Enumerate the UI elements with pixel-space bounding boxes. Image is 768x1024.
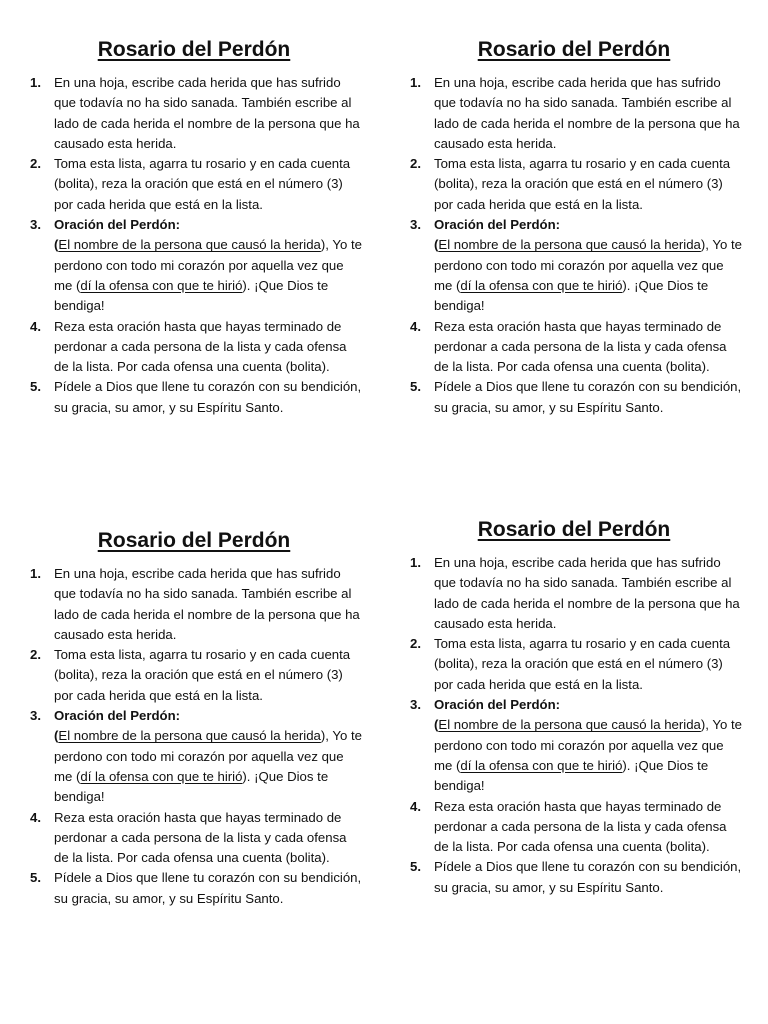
step-text: Toma esta lista, agarra tu rosario y en cada cuenta (bolita), reza la oración que está en el número (3) por cada herida que está en la lista.: [54, 647, 351, 703]
step-number: 4.: [410, 318, 421, 334]
step-number: 3.: [30, 708, 41, 724]
step-text: Reza esta oración hasta que hayas terminado de perdonar a cada persona de la lista y cada ofensa de la lista. Por cada ofensa una cuenta (bolita).: [434, 798, 727, 855]
rosary-card-bottom-right: [404, 517, 744, 898]
step-number: 4.: [30, 809, 41, 825]
step-text: Pídele a Dios que llene tu corazón con su bendición, su gracia, su amor, y su Espíritu Santo.: [54, 379, 362, 415]
step-number: 1.: [30, 75, 41, 90]
step-number: 5.: [410, 379, 421, 395]
step-text: En una hoja, escribe cada herida que has sufrido que todavía no ha sido sanada. También escribe al lado de cada herida el nombre de la persona que ha causado esta herida.: [54, 75, 360, 151]
step-5: [24, 868, 364, 909]
step-text: Pídele a Dios que llene tu corazón con su bendición, su gracia, su amor, y su Espíritu Santo.: [54, 870, 362, 906]
step-number: 2.: [410, 156, 421, 172]
step-number: 3.: [30, 217, 41, 233]
step-text: Toma esta lista, agarra tu rosario y en cada cuenta (bolita), reza la oración que está en el número (3) por cada herida que está en la lista.: [434, 156, 731, 212]
step-number: 1.: [30, 566, 41, 581]
step-number: 5.: [410, 859, 421, 875]
step-number: 2.: [30, 647, 41, 663]
prayer-heading: Oración del Perdón:: [434, 697, 561, 713]
offense-placeholder: dí la ofensa con que te hirió: [80, 768, 243, 784]
step-4: [24, 808, 364, 869]
step-3-prayer: [404, 695, 744, 796]
step-2: [24, 645, 364, 706]
prayer-text: ), Yo te perdono con todo mi corazón por aquella vez que me (: [54, 728, 362, 784]
step-text: Reza esta oración hasta que hayas terminado de perdonar a cada persona de la lista y cada ofensa de la lista. Por cada ofensa una cuenta (bolita).: [54, 318, 347, 375]
step-1: [24, 564, 364, 645]
person-placeholder: El nombre de la persona que causó la herida: [438, 717, 701, 733]
open-paren: (: [54, 728, 59, 744]
step-3-prayer: [24, 215, 364, 316]
open-paren: (: [434, 237, 439, 253]
step-number: 5.: [30, 379, 41, 395]
step-number: 3.: [410, 697, 421, 713]
offense-placeholder: dí la ofensa con que te hirió: [460, 757, 623, 773]
prayer-text: ), Yo te perdono con todo mi corazón por aquella vez que me (: [54, 237, 362, 293]
step-text: Toma esta lista, agarra tu rosario y en cada cuenta (bolita), reza la oración que está en el número (3) por cada herida que está en la lista.: [54, 156, 351, 212]
step-text: Pídele a Dios que llene tu corazón con su bendición, su gracia, su amor, y su Espíritu Santo.: [434, 379, 742, 415]
step-text: Pídele a Dios que llene tu corazón con su bendición, su gracia, su amor, y su Espíritu Santo.: [434, 859, 742, 895]
step-number: 4.: [410, 798, 421, 814]
steps-list: [24, 564, 364, 909]
person-placeholder: El nombre de la persona que causó la herida: [58, 728, 321, 744]
step-number: 3.: [410, 217, 421, 233]
step-5: [404, 377, 744, 418]
offense-placeholder: dí la ofensa con que te hirió: [80, 277, 243, 293]
step-number: 1.: [410, 555, 421, 570]
step-text: Reza esta oración hasta que hayas terminado de perdonar a cada persona de la lista y cada ofensa de la lista. Por cada ofensa una cuenta (bolita).: [434, 318, 727, 375]
step-number: 5.: [30, 870, 41, 886]
step-number: 2.: [30, 156, 41, 172]
open-paren: (: [434, 717, 439, 733]
step-3-prayer: [24, 706, 364, 807]
step-number: 4.: [30, 318, 41, 334]
prayer-blessing: ). ¡Que Dios te bendiga!: [54, 277, 329, 314]
prayer-blessing: ). ¡Que Dios te bendiga!: [54, 768, 329, 805]
step-1: [404, 553, 744, 634]
step-text: En una hoja, escribe cada herida que has sufrido que todavía no ha sido sanada. También escribe al lado de cada herida el nombre de la persona que ha causado esta herida.: [434, 75, 740, 151]
card-title: Rosario del Perdón: [97, 529, 291, 552]
step-2: [404, 634, 744, 695]
card-title: Rosario del Perdón: [477, 38, 671, 61]
prayer-text: ), Yo te perdono con todo mi corazón por aquella vez que me (: [434, 237, 742, 293]
step-text: En una hoja, escribe cada herida que has sufrido que todavía no ha sido sanada. También escribe al lado de cada herida el nombre de la persona que ha causado esta herida.: [54, 566, 360, 642]
steps-list: [404, 73, 744, 418]
step-number: 1.: [410, 75, 421, 90]
person-placeholder: El nombre de la persona que causó la herida: [58, 237, 321, 253]
step-5: [404, 857, 744, 898]
prayer-heading: Oración del Perdón:: [434, 217, 561, 233]
step-number: 2.: [410, 636, 421, 652]
step-4: [404, 317, 744, 378]
steps-list: [404, 553, 744, 898]
step-2: [24, 154, 364, 215]
card-title: Rosario del Perdón: [477, 518, 671, 541]
prayer-heading: Oración del Perdón:: [54, 708, 181, 724]
step-1: [24, 73, 364, 154]
step-2: [404, 154, 744, 215]
rosary-card-top-right: [404, 37, 744, 418]
card-title: Rosario del Perdón: [97, 38, 291, 61]
person-placeholder: El nombre de la persona que causó la herida: [438, 237, 701, 253]
offense-placeholder: dí la ofensa con que te hirió: [460, 277, 623, 293]
prayer-blessing: ). ¡Que Dios te bendiga!: [434, 757, 709, 794]
rosary-card-bottom-left: [24, 528, 364, 909]
step-4: [24, 317, 364, 378]
step-text: Reza esta oración hasta que hayas terminado de perdonar a cada persona de la lista y cada ofensa de la lista. Por cada ofensa una cuenta (bolita).: [54, 809, 347, 866]
open-paren: (: [54, 237, 59, 253]
prayer-text: ), Yo te perdono con todo mi corazón por aquella vez que me (: [434, 717, 742, 773]
prayer-heading: Oración del Perdón:: [54, 217, 181, 233]
step-1: [404, 73, 744, 154]
steps-list: [24, 73, 364, 418]
step-text: En una hoja, escribe cada herida que has sufrido que todavía no ha sido sanada. También escribe al lado de cada herida el nombre de la persona que ha causado esta herida.: [434, 555, 740, 631]
step-3-prayer: [404, 215, 744, 316]
step-4: [404, 797, 744, 858]
prayer-blessing: ). ¡Que Dios te bendiga!: [434, 277, 709, 314]
step-5: [24, 377, 364, 418]
rosary-card-top-left: [24, 37, 364, 418]
step-text: Toma esta lista, agarra tu rosario y en cada cuenta (bolita), reza la oración que está en el número (3) por cada herida que está en la lista.: [434, 636, 731, 692]
